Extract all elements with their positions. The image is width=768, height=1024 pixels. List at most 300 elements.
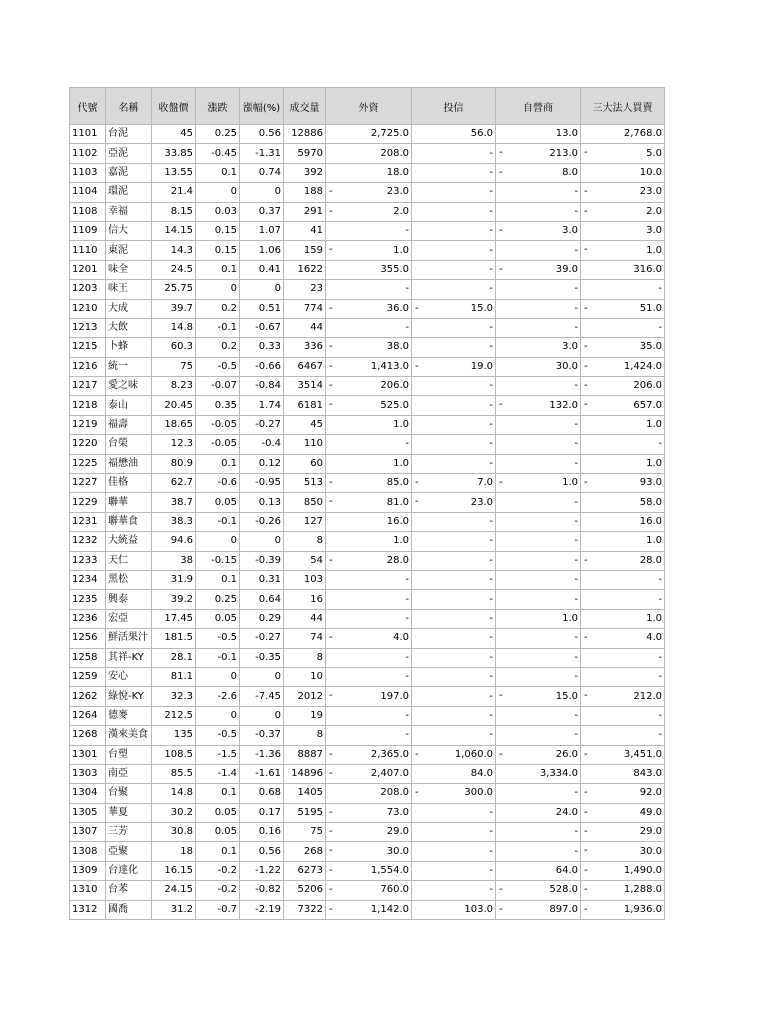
cell-value: 28.0	[386, 554, 409, 566]
sign-marker: -	[329, 380, 333, 392]
cell-value: 316.0	[633, 263, 662, 275]
sign-marker: -	[499, 903, 503, 915]
cell-institutional-total	[581, 861, 665, 880]
sign-marker: -	[584, 399, 588, 411]
cell-institutional-total	[581, 706, 665, 725]
cell-foreign	[326, 842, 412, 861]
cell-close-price: 18	[152, 842, 196, 861]
cell-name: 台塑	[106, 745, 152, 764]
cell-value: -	[574, 826, 578, 838]
cell-code: 1229	[70, 493, 106, 512]
cell-code: 1216	[70, 357, 106, 376]
cell-close-price: 75	[152, 357, 196, 376]
cell-dealer	[496, 823, 581, 842]
cell-foreign	[326, 726, 412, 745]
sign-marker: -	[329, 496, 333, 508]
sign-marker: -	[329, 903, 333, 915]
sign-marker: -	[584, 845, 588, 857]
cell-code: 1109	[70, 221, 106, 240]
cell-code: 1201	[70, 260, 106, 279]
cell-value: -	[405, 709, 409, 721]
cell-close-price: 14.8	[152, 318, 196, 337]
cell-investment-trust	[412, 861, 496, 880]
cell-value: 5.0	[646, 147, 662, 159]
table-row	[70, 221, 665, 240]
cell-volume: 3514	[284, 377, 326, 396]
cell-foreign	[326, 551, 412, 570]
cell-volume: 188	[284, 183, 326, 202]
cell-close-price: 38.3	[152, 512, 196, 531]
cell-change: 0.1	[196, 842, 240, 861]
cell-change-pct: 1.74	[240, 396, 284, 415]
cell-name: 聯華食	[106, 512, 152, 531]
cell-value: 7.0	[477, 477, 493, 489]
cell-change: 0	[196, 183, 240, 202]
cell-change: -0.2	[196, 861, 240, 880]
cell-volume: 12886	[284, 125, 326, 144]
cell-value: 1,554.0	[370, 865, 409, 877]
cell-value: 2.0	[646, 205, 662, 217]
cell-volume: 103	[284, 570, 326, 589]
cell-value: 24.0	[555, 806, 578, 818]
cell-volume: 23	[284, 280, 326, 299]
sign-marker: -	[329, 690, 333, 702]
cell-volume: 774	[284, 299, 326, 318]
cell-name: 台泥	[106, 125, 152, 144]
sign-marker: -	[584, 787, 588, 799]
table-row	[70, 803, 665, 822]
cell-change: -0.2	[196, 881, 240, 900]
cell-change-pct: 0	[240, 706, 284, 725]
cell-value: -	[405, 574, 409, 586]
cell-value: -	[489, 380, 493, 392]
cell-value: 657.0	[633, 399, 662, 411]
cell-dealer	[496, 590, 581, 609]
cell-institutional-total	[581, 590, 665, 609]
cell-value: -	[574, 516, 578, 527]
cell-code: 1203	[70, 280, 106, 299]
cell-volume: 159	[284, 241, 326, 260]
cell-change: -0.5	[196, 629, 240, 648]
cell-value: 206.0	[633, 380, 662, 392]
sign-marker: -	[499, 224, 503, 236]
cell-close-price: 8.23	[152, 377, 196, 396]
table-row	[70, 706, 665, 725]
cell-close-price: 20.45	[152, 396, 196, 415]
cell-institutional-total	[581, 512, 665, 531]
cell-value: -	[658, 671, 662, 683]
cell-foreign	[326, 396, 412, 415]
cell-investment-trust	[412, 435, 496, 454]
cell-value: 39.0	[555, 263, 578, 275]
cell-value: -	[405, 671, 409, 683]
cell-close-price: 62.7	[152, 474, 196, 493]
cell-investment-trust	[412, 629, 496, 648]
table-row	[70, 280, 665, 299]
cell-dealer	[496, 241, 581, 260]
cell-value: -	[574, 574, 578, 586]
cell-value: 2.0	[393, 205, 409, 217]
cell-investment-trust	[412, 609, 496, 628]
cell-change-pct: -0.67	[240, 318, 284, 337]
cell-investment-trust	[412, 687, 496, 706]
cell-value: -	[489, 457, 493, 469]
cell-value: 213.0	[549, 147, 578, 159]
cell-value: 4.0	[393, 632, 409, 644]
cell-change-pct: 1.07	[240, 221, 284, 240]
cell-dealer	[496, 532, 581, 551]
cell-close-price: 135	[152, 726, 196, 745]
cell-investment-trust	[412, 881, 496, 900]
cell-value: -	[574, 671, 578, 683]
table-row	[70, 144, 665, 163]
cell-volume: 7322	[284, 900, 326, 919]
table-row	[70, 532, 665, 551]
table-row	[70, 764, 665, 783]
table-row	[70, 202, 665, 221]
sign-marker: -	[584, 903, 588, 915]
cell-foreign	[326, 357, 412, 376]
cell-value: 16.0	[639, 516, 662, 527]
cell-close-price: 85.5	[152, 764, 196, 783]
cell-change: 0.2	[196, 338, 240, 357]
cell-dealer	[496, 551, 581, 570]
cell-value: -	[489, 574, 493, 586]
cell-volume: 5206	[284, 881, 326, 900]
cell-name: 天仁	[106, 551, 152, 570]
cell-dealer	[496, 396, 581, 415]
cell-value: -	[574, 632, 578, 644]
cell-name: 佳格	[106, 474, 152, 493]
cell-investment-trust	[412, 493, 496, 512]
cell-change-pct: 0.64	[240, 590, 284, 609]
cell-investment-trust	[412, 784, 496, 803]
cell-name: 大成	[106, 299, 152, 318]
cell-institutional-total	[581, 745, 665, 764]
cell-institutional-total	[581, 125, 665, 144]
cell-dealer	[496, 900, 581, 919]
cell-code: 1215	[70, 338, 106, 357]
cell-institutional-total	[581, 493, 665, 512]
cell-foreign	[326, 570, 412, 589]
cell-change: 0.15	[196, 241, 240, 260]
sign-marker: -	[329, 826, 333, 838]
cell-code: 1235	[70, 590, 106, 609]
cell-value: -	[489, 671, 493, 683]
cell-change: 0.05	[196, 609, 240, 628]
cell-change: 0.2	[196, 299, 240, 318]
cell-foreign	[326, 318, 412, 337]
cell-code: 1303	[70, 764, 106, 783]
cell-change: -0.1	[196, 648, 240, 667]
cell-investment-trust	[412, 318, 496, 337]
cell-value: -	[489, 263, 493, 275]
cell-foreign	[326, 280, 412, 299]
cell-institutional-total	[581, 435, 665, 454]
cell-change: 0.1	[196, 163, 240, 182]
header-investment-trust: 投信	[412, 88, 496, 125]
cell-value: -	[658, 729, 662, 741]
cell-change-pct: 0.56	[240, 125, 284, 144]
cell-value: 208.0	[380, 147, 409, 159]
cell-change: -0.1	[196, 512, 240, 531]
cell-investment-trust	[412, 415, 496, 434]
sign-marker: -	[584, 380, 588, 392]
cell-change-pct: -0.84	[240, 377, 284, 396]
table-row	[70, 667, 665, 686]
cell-dealer	[496, 202, 581, 221]
sign-marker: -	[329, 302, 333, 314]
cell-value: -	[405, 225, 409, 237]
table-row	[70, 648, 665, 667]
cell-value: 81.0	[386, 496, 409, 508]
sign-marker: -	[499, 884, 503, 896]
cell-value: -	[658, 574, 662, 586]
cell-foreign	[326, 163, 412, 182]
cell-value: 212.0	[633, 690, 662, 702]
cell-change: -2.6	[196, 687, 240, 706]
cell-volume: 5970	[284, 144, 326, 163]
cell-institutional-total	[581, 784, 665, 803]
cell-name: 宏亞	[106, 609, 152, 628]
cell-change: -0.45	[196, 144, 240, 163]
cell-change: -0.5	[196, 726, 240, 745]
cell-close-price: 13.55	[152, 163, 196, 182]
cell-name: 台達化	[106, 861, 152, 880]
cell-code: 1108	[70, 202, 106, 221]
table-row	[70, 745, 665, 764]
header-row	[70, 88, 665, 125]
cell-value: 206.0	[380, 380, 409, 392]
cell-name: 聯華	[106, 493, 152, 512]
cell-change-pct: -0.95	[240, 474, 284, 493]
cell-value: 1,936.0	[623, 903, 662, 915]
cell-volume: 6181	[284, 396, 326, 415]
table-row	[70, 318, 665, 337]
cell-close-price: 16.15	[152, 861, 196, 880]
cell-close-price: 39.7	[152, 299, 196, 318]
cell-close-price: 24.5	[152, 260, 196, 279]
cell-code: 1104	[70, 183, 106, 202]
cell-foreign	[326, 377, 412, 396]
cell-name: 卜蜂	[106, 338, 152, 357]
cell-value: 29.0	[386, 826, 409, 838]
cell-value: -	[489, 884, 493, 896]
cell-close-price: 31.9	[152, 570, 196, 589]
cell-name: 大飲	[106, 318, 152, 337]
cell-change-pct: 1.06	[240, 241, 284, 260]
cell-investment-trust	[412, 764, 496, 783]
cell-value: 3,334.0	[539, 768, 578, 780]
cell-foreign	[326, 493, 412, 512]
cell-close-price: 38	[152, 551, 196, 570]
cell-code: 1233	[70, 551, 106, 570]
cell-name: 台聚	[106, 784, 152, 803]
cell-dealer	[496, 125, 581, 144]
table-row	[70, 396, 665, 415]
cell-institutional-total	[581, 338, 665, 357]
cell-value: 1.0	[393, 419, 409, 431]
cell-code: 1268	[70, 726, 106, 745]
cell-dealer	[496, 803, 581, 822]
cell-institutional-total	[581, 299, 665, 318]
cell-institutional-total	[581, 221, 665, 240]
cell-close-price: 30.2	[152, 803, 196, 822]
sign-marker: -	[499, 477, 503, 489]
cell-name: 台苯	[106, 881, 152, 900]
sign-marker: -	[499, 166, 503, 178]
cell-investment-trust	[412, 377, 496, 396]
cell-investment-trust	[412, 648, 496, 667]
cell-value: 23.0	[386, 186, 409, 198]
cell-volume: 10	[284, 667, 326, 686]
cell-change-pct: 0.16	[240, 823, 284, 842]
cell-value: 58.0	[639, 496, 662, 508]
cell-volume: 1622	[284, 260, 326, 279]
cell-name: 幸福	[106, 202, 152, 221]
cell-value: -	[489, 651, 493, 663]
cell-dealer	[496, 183, 581, 202]
cell-value: 36.0	[386, 302, 409, 314]
cell-investment-trust	[412, 570, 496, 589]
cell-value: 64.0	[555, 865, 578, 877]
cell-volume: 41	[284, 221, 326, 240]
cell-value: 1.0	[562, 477, 578, 489]
cell-investment-trust	[412, 842, 496, 861]
sign-marker: -	[584, 826, 588, 838]
cell-value: 208.0	[380, 787, 409, 799]
cell-value: 1,490.0	[623, 865, 662, 877]
stock-institutional-trading-table	[69, 87, 664, 920]
cell-value: -	[574, 438, 578, 450]
cell-value: -	[574, 593, 578, 605]
cell-change: -0.1	[196, 318, 240, 337]
cell-dealer	[496, 609, 581, 628]
sign-marker: -	[415, 477, 419, 489]
sign-marker: -	[584, 748, 588, 760]
cell-institutional-total	[581, 357, 665, 376]
cell-value: -	[489, 535, 493, 547]
cell-foreign	[326, 784, 412, 803]
sign-marker: -	[584, 186, 588, 198]
cell-investment-trust	[412, 280, 496, 299]
cell-code: 1307	[70, 823, 106, 842]
cell-code: 1219	[70, 415, 106, 434]
cell-institutional-total	[581, 415, 665, 434]
cell-investment-trust	[412, 512, 496, 531]
cell-close-price: 33.85	[152, 144, 196, 163]
cell-value: 84.0	[470, 768, 493, 780]
sign-marker: -	[415, 302, 419, 314]
cell-value: 897.0	[549, 903, 578, 915]
table-row	[70, 570, 665, 589]
cell-value: 35.0	[639, 341, 662, 353]
cell-change: 0.1	[196, 454, 240, 473]
cell-foreign	[326, 125, 412, 144]
cell-close-price: 31.2	[152, 900, 196, 919]
cell-change: 0	[196, 706, 240, 725]
cell-investment-trust	[412, 125, 496, 144]
sign-marker: -	[329, 399, 333, 411]
cell-foreign	[326, 454, 412, 473]
sign-marker: -	[499, 748, 503, 760]
cell-value: -	[489, 729, 493, 741]
cell-change-pct: -0.27	[240, 629, 284, 648]
cell-code: 1264	[70, 706, 106, 725]
cell-volume: 8	[284, 532, 326, 551]
cell-institutional-total	[581, 726, 665, 745]
sign-marker: -	[584, 884, 588, 896]
cell-value: -	[574, 457, 578, 469]
cell-change-pct: 0.12	[240, 454, 284, 473]
cell-change-pct: 0.17	[240, 803, 284, 822]
cell-value: 2,407.0	[370, 768, 409, 780]
cell-change-pct: 0.68	[240, 784, 284, 803]
cell-change: 0.05	[196, 803, 240, 822]
cell-name: 鮮活果汁	[106, 629, 152, 648]
cell-dealer	[496, 377, 581, 396]
table-row	[70, 183, 665, 202]
cell-name: 南亞	[106, 764, 152, 783]
table-row	[70, 590, 665, 609]
cell-foreign	[326, 745, 412, 764]
cell-name: 味全	[106, 260, 152, 279]
cell-change-pct: 0.51	[240, 299, 284, 318]
cell-dealer	[496, 415, 581, 434]
cell-value: -	[489, 554, 493, 566]
cell-change: 0.03	[196, 202, 240, 221]
cell-foreign	[326, 803, 412, 822]
cell-value: -	[574, 322, 578, 334]
cell-institutional-total	[581, 764, 665, 783]
cell-dealer	[496, 299, 581, 318]
cell-institutional-total	[581, 629, 665, 648]
cell-close-price: 181.5	[152, 629, 196, 648]
cell-foreign	[326, 260, 412, 279]
table-row	[70, 900, 665, 919]
cell-institutional-total	[581, 570, 665, 589]
cell-value: -	[574, 845, 578, 857]
cell-volume: 6467	[284, 357, 326, 376]
cell-value: 1,288.0	[623, 884, 662, 896]
sign-marker: -	[499, 147, 503, 159]
cell-name: 三芳	[106, 823, 152, 842]
cell-value: 1.0	[646, 244, 662, 256]
cell-close-price: 14.8	[152, 784, 196, 803]
sign-marker: -	[584, 341, 588, 353]
cell-foreign	[326, 532, 412, 551]
cell-value: -	[405, 283, 409, 295]
cell-institutional-total	[581, 667, 665, 686]
cell-dealer	[496, 706, 581, 725]
cell-change: 0.25	[196, 125, 240, 144]
cell-name: 大統益	[106, 532, 152, 551]
header-name: 名稱	[106, 88, 152, 125]
cell-dealer	[496, 570, 581, 589]
cell-value: 1,413.0	[370, 360, 409, 372]
cell-value: 15.0	[470, 302, 493, 314]
table-row	[70, 357, 665, 376]
cell-code: 1309	[70, 861, 106, 880]
cell-institutional-total	[581, 900, 665, 919]
cell-value: 132.0	[549, 399, 578, 411]
cell-change: 0.1	[196, 260, 240, 279]
cell-change-pct: -0.27	[240, 415, 284, 434]
cell-change-pct: -2.19	[240, 900, 284, 919]
cell-code: 1304	[70, 784, 106, 803]
cell-change-pct: -0.66	[240, 357, 284, 376]
cell-value: 92.0	[639, 787, 662, 799]
